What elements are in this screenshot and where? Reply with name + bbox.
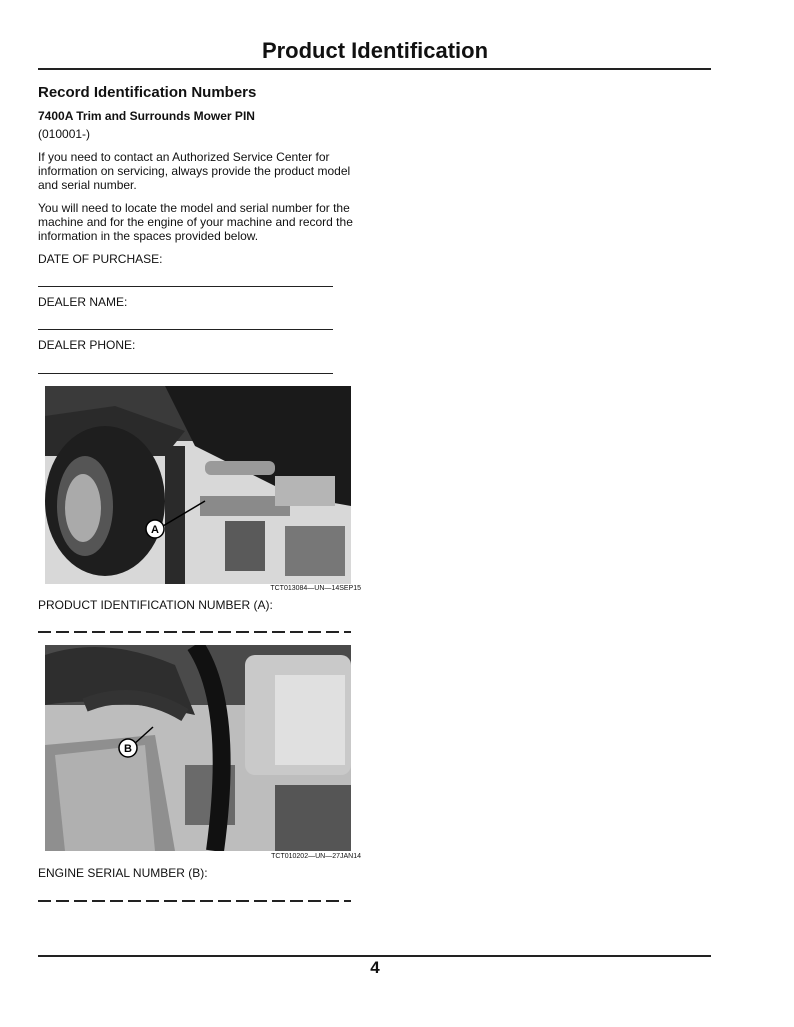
top-rule [38,68,711,70]
figure1-caption: TCT013084—UN—14SEP15 [270,585,361,592]
page-title: Product Identification [261,38,489,63]
section-heading: Record Identification Numbers [38,84,257,101]
callout-b: B [124,743,132,755]
date-of-purchase-line [38,286,333,287]
pin-entry-line [38,631,351,633]
bottom-rule [38,955,711,957]
dealer-phone-line [38,373,333,374]
dealer-phone-label: DEALER PHONE: [38,338,136,352]
engine-serial-entry-line [38,900,351,902]
dealer-name-line [38,329,333,330]
dealer-name-label: DEALER NAME: [38,295,128,309]
engine-serial-location-photo [45,645,351,851]
date-of-purchase-label: DATE OF PURCHASE: [38,252,163,266]
figure2-caption: TCT010202—UN—27JAN14 [271,853,361,860]
instruction-paragraph: You will need to locate the model and serial number for the machine and for the engine of your machine and record the information in the spaces provided below. [38,201,353,243]
serial-range: (010001-) [38,127,91,141]
engine-serial-label: ENGINE SERIAL NUMBER (B): [38,866,208,880]
page-number: 4 [370,958,380,977]
sub-heading: 7400A Trim and Surrounds Mower PIN [38,109,255,123]
pin-label: PRODUCT IDENTIFICATION NUMBER (A): [38,598,273,612]
callout-a: A [151,524,159,536]
mower-pin-location-photo [45,386,351,584]
intro-paragraph: If you need to contact an Authorized Service Center for information on servicing, always provide the product model and serial number. [38,150,351,192]
